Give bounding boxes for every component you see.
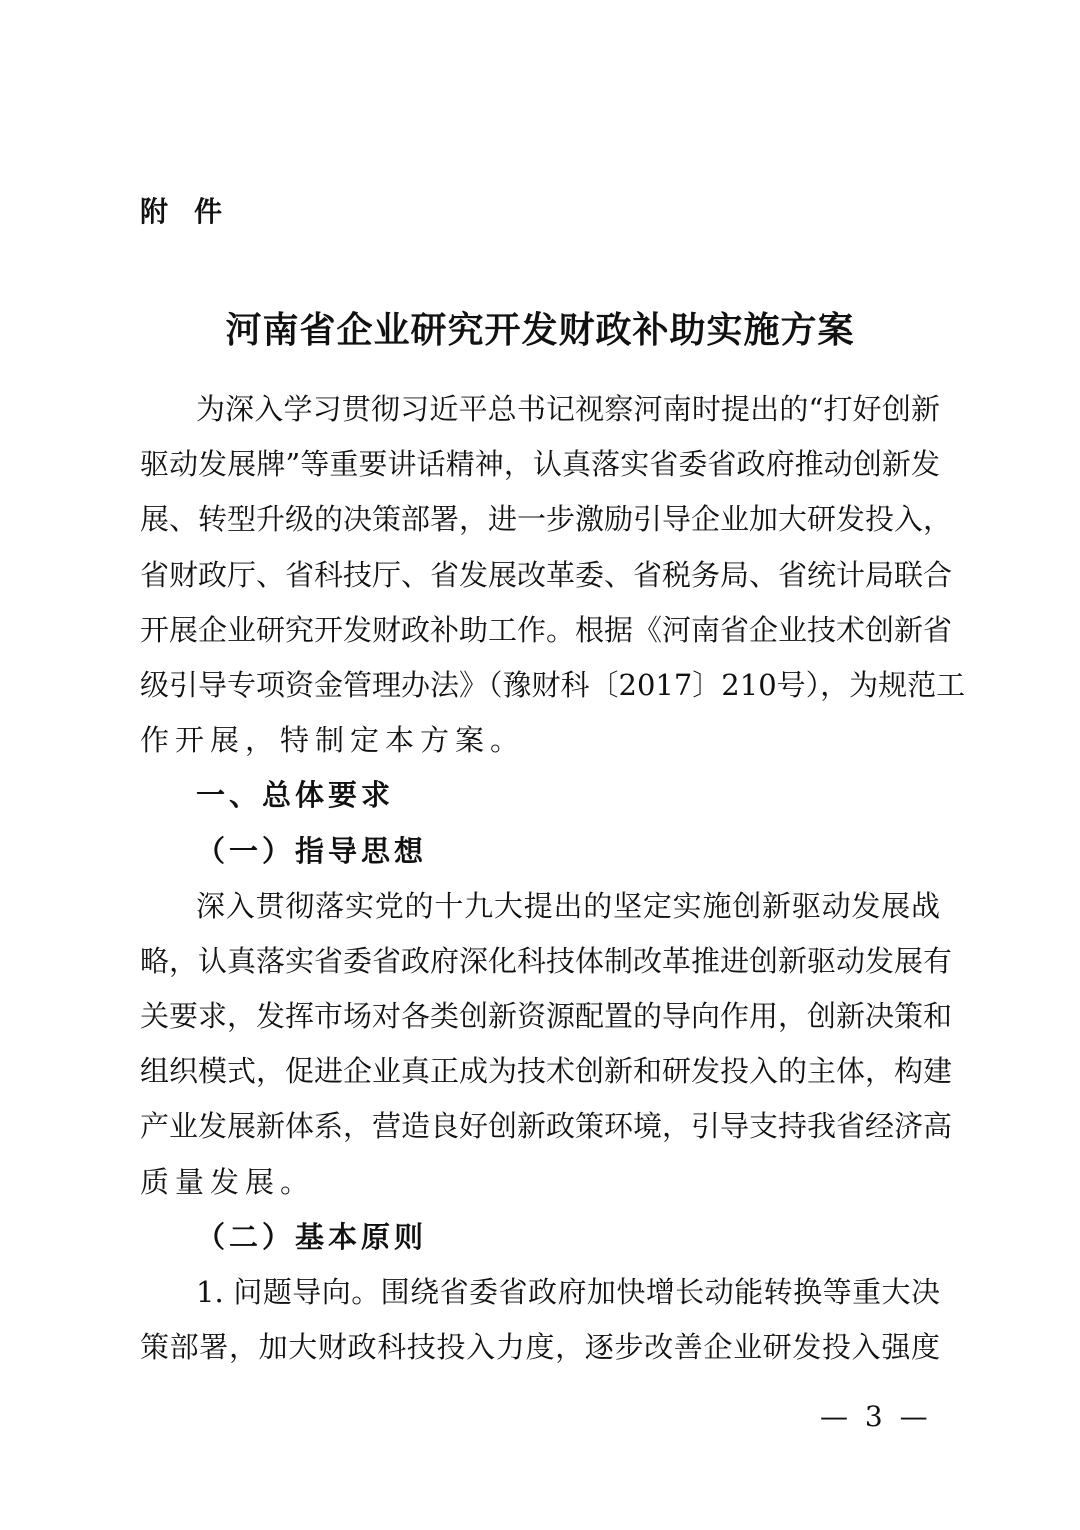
section-heading: （二）基本原则 [196,1219,428,1254]
paragraph-line: 策部署，加大财政科技投入力度，逐步改善企业研发投入强度 [140,1330,940,1365]
paragraph-line: 质量发展。 [140,1164,316,1199]
paragraph-line: 级引导专项资金管理办法》（豫财科〔2017〕210号），为规范工 [140,667,966,702]
paragraph-line: 产业发展新体系，营造良好创新政策环境，引导支持我省经济高 [140,1109,953,1144]
section-heading: 一、总体要求 [196,778,395,813]
document-body [140,382,966,1375]
paragraph-line: 略，认真落实省委省政府深化科技体制改革推进创新驱动发展有 [140,943,953,978]
paragraph-line: 开展企业研究开发财政补助工作。根据《河南省企业技术创新省 [140,612,953,647]
paragraph-line: 省财政厅、省科技厅、省发展改革委、省税务局、省统计局联合 [140,557,953,592]
page-number: — 3 — [820,1400,932,1433]
document-title: 河南省企业研究开发财政补助实施方案 [225,309,855,351]
paragraph-line: 1. 问题导向。围绕省委省政府加快增长动能转换等重大决 [196,1275,940,1309]
attachment-label: 附件 [140,195,249,228]
paragraph-line: 深入贯彻落实党的十九大提出的坚定实施创新驱动发展战 [196,888,940,923]
paragraph-line: 驱动发展牌”等重要讲话精神，认真落实省委省政府推动创新发 [140,447,940,482]
paragraph-line: 组织模式，促进企业真正成为技术创新和研发投入的主体，构建 [140,1054,953,1089]
paragraph-line: 展、转型升级的决策部署，进一步激励引导企业加大研发投入， [140,502,953,537]
section-heading: （一）指导思想 [196,833,428,868]
paragraph-line: 关要求，发挥市场对各类创新资源配置的导向作用，创新决策和 [140,999,953,1034]
paragraph-line: 作开展，特制定本方案。 [140,723,526,758]
paragraph-line: 为深入学习贯彻习近平总书记视察河南时提出的“打好创新 [196,392,940,426]
